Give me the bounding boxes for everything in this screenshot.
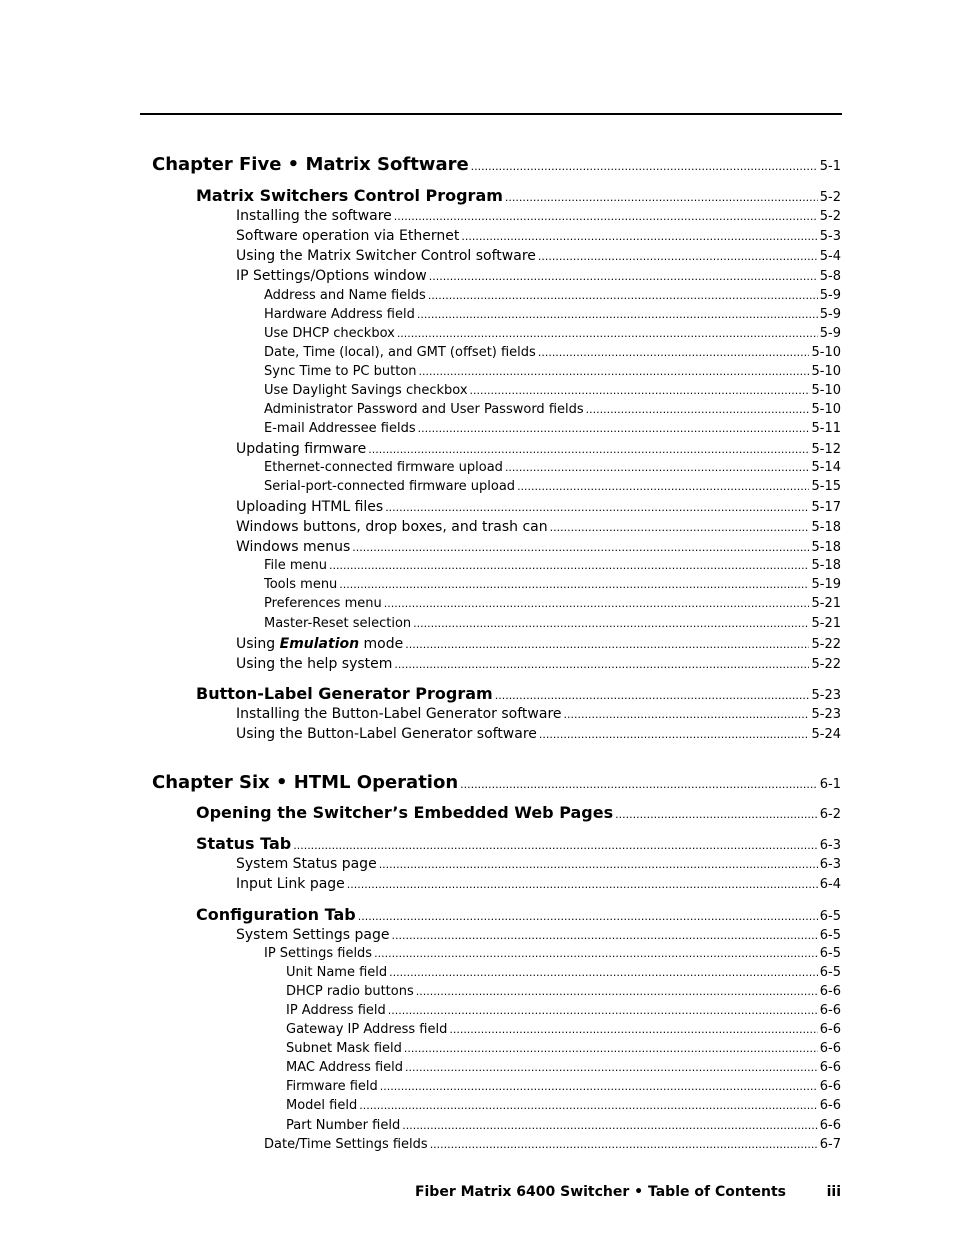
toc-entry [264, 383, 841, 398]
dot-leader [460, 778, 818, 789]
toc-entry-title: Ethernet-connected firmware upload [264, 460, 503, 475]
toc-entry [264, 1137, 841, 1152]
toc-heading [196, 186, 841, 205]
toc-entry-title: Gateway IP Address field [286, 1022, 448, 1037]
toc-page-number: 5-22 [811, 657, 841, 672]
toc-entry-title: Hardware Address field [264, 307, 415, 322]
toc-entry-title: IP Settings fields [264, 946, 373, 961]
toc-heading [196, 905, 841, 924]
toc-page-number: 5-21 [811, 596, 841, 611]
toc-entry-title: Chapter Five • Matrix Software [152, 154, 469, 175]
dot-leader [538, 250, 818, 261]
dot-leader [397, 327, 818, 338]
toc-page-number: 6-6 [819, 1118, 841, 1133]
toc-page-number: 6-6 [819, 1079, 841, 1094]
toc-entry [286, 1041, 841, 1056]
toc-page-number: 6-3 [819, 857, 841, 872]
toc-entry-title: Use Daylight Savings checkbox [264, 383, 468, 398]
toc-entry-emphasis: Emulation [279, 636, 360, 652]
dot-leader [293, 839, 818, 850]
toc-page-number: 5-9 [819, 288, 841, 303]
toc-page-number: 6-6 [819, 984, 841, 999]
toc-entry-title: IP Settings/Options window [236, 268, 427, 284]
toc-page-number: 5-1 [819, 159, 841, 174]
dot-leader [358, 910, 818, 921]
toc-entry [236, 706, 841, 722]
toc-entry [286, 1079, 841, 1094]
toc-entry-title: Button-Label Generator Program [196, 684, 493, 703]
dot-leader [380, 1080, 818, 1091]
dot-leader [429, 270, 818, 281]
dot-leader [416, 985, 818, 996]
toc-entry [264, 421, 841, 436]
toc-entry [286, 1098, 841, 1113]
toc-page-number: 5-23 [811, 688, 841, 703]
toc-page-number: 6-5 [819, 946, 841, 961]
dot-leader [359, 1099, 818, 1110]
dot-leader [392, 929, 818, 940]
toc-page-number: 5-2 [819, 209, 841, 224]
toc-entry [236, 656, 841, 672]
toc-entry [264, 345, 841, 360]
toc-page-number: 5-18 [811, 540, 841, 555]
toc-entry-title: Configuration Tab [196, 905, 356, 924]
dot-leader [505, 191, 818, 202]
footer-title: Fiber Matrix 6400 Switcher • Table of Contents [414, 1184, 786, 1200]
toc-page-number: 6-1 [819, 777, 841, 792]
toc-page-number: 6-6 [819, 1003, 841, 1018]
toc-entry-title: Using the Matrix Switcher Control software [236, 248, 536, 264]
toc-entry [236, 927, 841, 943]
toc-entry [286, 965, 841, 980]
toc-page-number: 6-6 [819, 1060, 841, 1075]
toc-heading [152, 154, 841, 175]
dot-leader [550, 521, 810, 532]
dot-leader [538, 346, 810, 357]
dot-leader [417, 308, 818, 319]
toc-entry-title: Serial-port-connected firmware upload [264, 479, 516, 494]
dot-leader [418, 422, 810, 433]
toc-entry [264, 596, 841, 611]
toc-page-number: 6-4 [819, 877, 841, 892]
toc-page-number: 6-3 [819, 838, 841, 853]
dot-leader [471, 160, 818, 171]
dot-leader [419, 365, 810, 376]
toc-entry [236, 268, 841, 284]
toc-entry-title: Date/Time Settings fields [264, 1137, 428, 1152]
toc-page-number: 6-2 [819, 807, 841, 822]
toc-entry-title: Using the help system [236, 656, 393, 672]
toc-entry-title: Uploading HTML files [236, 499, 384, 515]
toc-entry [236, 499, 841, 515]
dot-leader [470, 384, 810, 395]
toc-entry-title: Tools menu [264, 577, 338, 592]
dot-leader [339, 578, 809, 589]
toc-heading [196, 803, 841, 822]
toc-entry-title: Firmware field [286, 1079, 378, 1094]
dot-leader [430, 1138, 818, 1149]
dot-leader [347, 878, 818, 889]
toc-page-number: 5-9 [819, 326, 841, 341]
toc-heading [196, 834, 841, 853]
toc-page-number: 5-10 [811, 364, 841, 379]
toc-entry-title: Administrator Password and User Password fields [264, 402, 584, 417]
dot-leader [404, 1042, 818, 1053]
toc-entry [236, 876, 841, 892]
toc-entry-title: Part Number field [286, 1118, 401, 1133]
dot-leader [384, 597, 810, 608]
toc-page-number: 5-21 [811, 616, 841, 631]
dot-leader [517, 480, 809, 491]
dot-leader [379, 858, 818, 869]
toc-entry [286, 984, 841, 999]
dot-leader [449, 1023, 817, 1034]
dot-leader [385, 501, 809, 512]
toc-page-number: 6-7 [819, 1137, 841, 1152]
toc-page-number: 5-22 [811, 637, 841, 652]
toc-entry-title: Unit Name field [286, 965, 388, 980]
toc-entry [264, 402, 841, 417]
toc-entry [264, 558, 841, 573]
toc-page-number: 5-3 [819, 229, 841, 244]
toc-entry-title: Sync Time to PC button [264, 364, 417, 379]
toc-entry [286, 1003, 841, 1018]
toc-entry-title: IP Address field [286, 1003, 386, 1018]
toc-entry-title: Status Tab [196, 834, 292, 853]
toc-entry [236, 248, 841, 264]
toc-entry-title: System Settings page [236, 927, 390, 943]
toc-page-number: 5-18 [811, 520, 841, 535]
toc-entry [236, 856, 841, 872]
toc-page-number: 5-10 [811, 402, 841, 417]
dot-leader [368, 443, 809, 454]
dot-leader [394, 210, 818, 221]
toc-entry [236, 519, 841, 535]
toc-page-number: 5-8 [819, 269, 841, 284]
dot-leader [388, 1004, 818, 1015]
dot-leader [495, 689, 810, 700]
toc-entry [236, 208, 841, 224]
toc-entry [264, 364, 841, 379]
toc-entry-title: Chapter Six • HTML Operation [152, 772, 459, 793]
toc-page-number: 5-18 [811, 558, 841, 573]
toc-entry [264, 307, 841, 322]
toc-entry [236, 539, 841, 555]
toc-entry-title: Address and Name fields [264, 288, 426, 303]
toc-page-number: 5-10 [811, 345, 841, 360]
toc-page-number: 5-14 [811, 460, 841, 475]
toc-page-number: 5-10 [811, 383, 841, 398]
toc-entry [286, 1022, 841, 1037]
toc-page-number: 6-5 [819, 965, 841, 980]
toc-entry [236, 726, 841, 742]
dot-leader [539, 728, 810, 739]
toc-page-number: 5-12 [811, 442, 841, 457]
toc-entry-title: Opening the Switcher’s Embedded Web Pages [196, 803, 614, 822]
dot-leader [461, 230, 817, 241]
toc-page-number: 5-17 [811, 500, 841, 515]
toc-entry-title: Installing the Button-Label Generator software [236, 706, 562, 722]
toc-entry [236, 636, 841, 652]
toc-page-number: 6-5 [819, 928, 841, 943]
toc-page-number: 5-19 [811, 577, 841, 592]
toc-entry-title: Using Emulation mode [236, 636, 404, 652]
toc-entry [236, 441, 841, 457]
toc-entry-title: Windows menus [236, 539, 351, 555]
header-rule [140, 113, 842, 115]
toc-entry-title: Matrix Switchers Control Program [196, 186, 503, 205]
dot-leader [329, 559, 809, 570]
toc-page-number: 5-2 [819, 190, 841, 205]
toc-entry-title: Windows buttons, drop boxes, and trash can [236, 519, 548, 535]
toc-entry-title: Updating firmware [236, 441, 367, 457]
toc-entry-title: System Status page [236, 856, 377, 872]
dot-leader [428, 289, 818, 300]
dot-leader [405, 638, 809, 649]
dot-leader [374, 947, 818, 958]
dot-leader [413, 617, 809, 628]
toc-entry [264, 577, 841, 592]
toc-entry [264, 479, 841, 494]
toc-page-number: 5-23 [811, 707, 841, 722]
dot-leader [352, 541, 809, 552]
toc-page-number: 6-6 [819, 1098, 841, 1113]
page-footer [0, 1184, 954, 1204]
toc-entry-title: Preferences menu [264, 596, 382, 611]
toc-entry-title: Software operation via Ethernet [236, 228, 460, 244]
dot-leader [389, 966, 818, 977]
toc-entry-title: File menu [264, 558, 328, 573]
toc-entry [264, 616, 841, 631]
toc-entry-title: Master-Reset selection [264, 616, 412, 631]
toc-entry [264, 288, 841, 303]
toc-page-number: 5-11 [811, 421, 841, 436]
toc-entry-title: Installing the software [236, 208, 392, 224]
toc-heading [152, 772, 841, 793]
toc-page-number: 5-24 [811, 727, 841, 742]
toc-entry-title: MAC Address field [286, 1060, 404, 1075]
toc-page-number: 6-6 [819, 1022, 841, 1037]
dot-leader [586, 403, 810, 414]
toc-entry-title: Using the Button-Label Generator software [236, 726, 537, 742]
toc-entry-title: Input Link page [236, 876, 345, 892]
toc-entry-title: Subnet Mask field [286, 1041, 402, 1056]
toc-entry-title: Model field [286, 1098, 358, 1113]
dot-leader [615, 808, 818, 819]
toc-heading [196, 684, 841, 703]
toc-entry [286, 1060, 841, 1075]
toc-page-number: 6-6 [819, 1041, 841, 1056]
toc-entry [264, 326, 841, 341]
footer-page-number: iii [826, 1184, 841, 1200]
toc-entry [264, 946, 841, 961]
toc-page-number: 5-15 [811, 479, 841, 494]
dot-leader [505, 461, 810, 472]
toc-entry-title: DHCP radio buttons [286, 984, 414, 999]
toc-entry-title: Use DHCP checkbox [264, 326, 395, 341]
dot-leader [402, 1119, 818, 1130]
toc-page-number: 5-4 [819, 249, 841, 264]
toc-entry [264, 460, 841, 475]
dot-leader [394, 658, 809, 669]
toc-entry-title: E-mail Addressee fields [264, 421, 416, 436]
toc-entry [286, 1118, 841, 1133]
toc-entry-title: Date, Time (local), and GMT (offset) fields [264, 345, 536, 360]
toc-page-number: 5-9 [819, 307, 841, 322]
toc-entry [236, 228, 841, 244]
dot-leader [564, 708, 810, 719]
toc-page-number: 6-5 [819, 909, 841, 924]
dot-leader [405, 1061, 818, 1072]
